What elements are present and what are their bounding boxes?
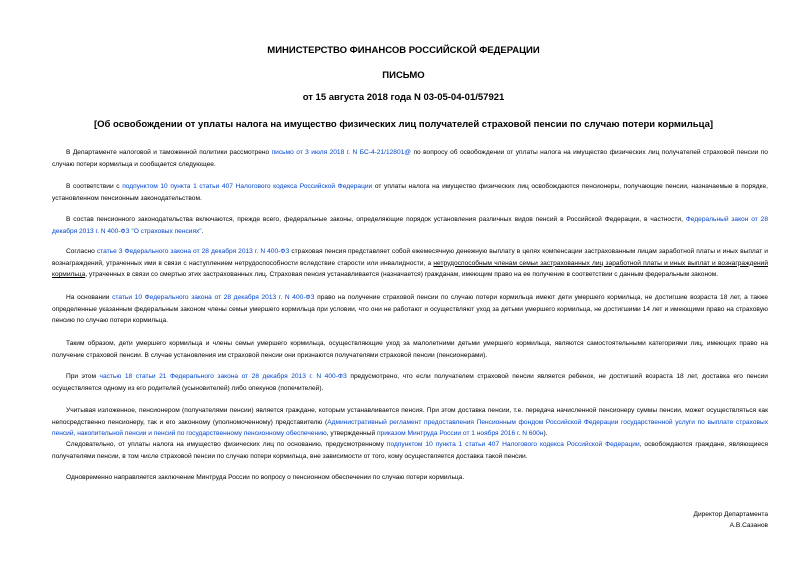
link-law-400-article-21[interactable]: частью 18 статьи 21 Федерального закона от 28 декабря 2013 г. N 400-ФЗ (99, 373, 347, 380)
paragraph-1 (52, 147, 768, 170)
doc-type-heading: ПИСЬМО (382, 70, 425, 81)
link-law-400-article-3[interactable]: статье 3 Федерального закона от 28 декабря 2013 г. N 400-ФЗ (96, 248, 290, 255)
text-span: , утраченных в связи со смертью этих застрахованных лиц. Страховая пенсия устанавливается (назначается) гражданам, имеющим право на ее получение в соответствии с данным федеральным законом. (85, 271, 719, 279)
paragraph-3 (52, 214, 768, 237)
text-span: страховая пенсия представляет собой ежемесячную денежную выплату в целях компенсации застрахованным лицам заработной платы и иных выплат и вознаграждений, утраченных ими в связи с наступлением нетрудоспособности вследствие старости или инвалидности, а (52, 248, 768, 267)
text-span: по вопросу об освобождении от уплаты налога на имущество физических лиц получателей страховой пенсии по случаю потери кормильца и сообщается следующее. (52, 149, 768, 168)
text-span: , освобождаются граждане, являющиеся получателями пенсии, в том числе страховой пенсии по случаю потери кормильца, вне зависимости от того, кому осуществляется доставка такой пенсии. (52, 441, 768, 460)
link-mintrud-order-600n[interactable]: приказом Минтруда России от 1 ноября 2016 г. N 600н (376, 430, 544, 438)
paragraph-2 (52, 181, 768, 204)
paragraph-8 (52, 405, 768, 440)
text-span: При этом (66, 373, 100, 380)
link-admin-regulation[interactable]: Административный регламент предоставления Пенсионным фондом Российской Федерации государственной услуги по выплате страховых пенсий, накопительной пенсии и пенсий по государственному пенсионному обеспечению (52, 418, 768, 438)
text-span: В соответствии с (66, 183, 123, 190)
text-span: от уплаты налога на имущество физических лиц освобождаются пенсионеры, получающие пенсии, назначаемые в порядке, установленном пенсионным законодательством. (52, 183, 768, 202)
date-number-heading: от 15 августа 2018 года N 03-05-04-01/57921 (302, 92, 505, 103)
signature-name: А.В.Сазанов (729, 522, 768, 529)
text-span: Следовательно, от уплаты налога на имущество физических лиц по основанию, предусмотренному (66, 441, 387, 448)
text-span: Согласно (66, 248, 97, 255)
text-span: , утвержденный (326, 430, 377, 438)
text-span: предусмотрено, что если получателем страховой пенсии является ребенок, не достигший возраста 18 лет, доставка его пенсии осуществляется одному из его родителей (усыновителей) либо опекунов (попечителей). (52, 373, 768, 392)
paragraph-5 (52, 292, 768, 327)
text-span: Одновременно направляется заключение Минтруда России по вопросу о пенсионном обеспечении по случаю потери кормильца. (66, 474, 465, 481)
ministry-heading: МИНИСТЕРСТВО ФИНАНСОВ РОССИЙСКОЙ ФЕДЕРАЦИИ (267, 45, 540, 56)
link-tax-code-407-second[interactable]: подпунктом 10 пункта 1 статьи 407 Налогового кодекса Российской Федерации (386, 441, 640, 448)
text-span: . (201, 227, 204, 235)
underlined-phrase: нетрудоспособным членам семьи застрахованных лиц заработной платы и иных выплат и вознаграждений кормильца (52, 259, 768, 279)
text-span: ). (543, 430, 548, 438)
document-title: [Об освобождении от уплаты налога на имущество физических лиц получателей страховой пенсии по случаю потери кормильца] (93, 119, 714, 130)
text-span: Таким образом, дети умершего кормильца и члены семьи умершего кормильца, осуществляющие уход за малолетними детьми умершего кормильца, являются самостоятельными категориями лиц, имеющих право на получение страховой пенсии. В случае установления им страховой пенсии они признаются получателями страховой пенсии (пенсионерами). (52, 340, 768, 359)
paragraph-7 (52, 371, 768, 394)
text-span: В состав пенсионного законодательства включаются, прежде всего, федеральные законы, определяющие порядок установления различных видов пенсий в Российской Федерации, в частности, (66, 216, 686, 223)
paragraph-9 (52, 439, 768, 462)
text-span: Учитывая изложенное, пенсионером (получателями пенсии) является гражданe, которым устанавливается пенсия. При этом доставка пенсии, т.е. передача начисленной пенсионеру суммы пенсии, может осуществляться как непосредственно пенсионеру, так и его законному (уполномоченному) представителю ( (52, 407, 768, 426)
paragraph-4 (52, 246, 768, 281)
text-span: В Департаменте налоговой и таможенной политики рассмотрено (66, 149, 272, 156)
link-law-400-article-10[interactable]: статьи 10 Федерального закона от 28 декабря 2013 г. N 400-ФЗ (112, 294, 315, 301)
paragraph-6 (52, 338, 768, 361)
link-federal-law-400[interactable]: Федеральный закон от 28 декабря 2013 г. N 400-ФЗ "О страховых пенсиях" (52, 216, 769, 235)
text-span: На основании (66, 294, 113, 301)
link-letter-fns[interactable]: письмо от 3 июля 2018 г. N БС-4-21/12801@ (271, 149, 412, 156)
signature-position: Директор Департамента (693, 511, 768, 518)
link-tax-code-407[interactable]: подпунктом 10 пункта 1 статьи 407 Налогового кодекса Российской Федерации (122, 183, 373, 190)
text-span: право на получение страховой пенсии по случаю потери кормильца имеют дети умершего кормильца, не достигшие возраста 18 лет, а также определенные указанным федеральным законом члены семьи умершего кормильца при условии, что они не работают и осуществляют уход за детьми умершего кормильца, не достигшими 14 лет и имеющими право на страховую пенсию по случаю потери кормильца. (52, 294, 768, 325)
paragraph-10 (52, 472, 768, 484)
